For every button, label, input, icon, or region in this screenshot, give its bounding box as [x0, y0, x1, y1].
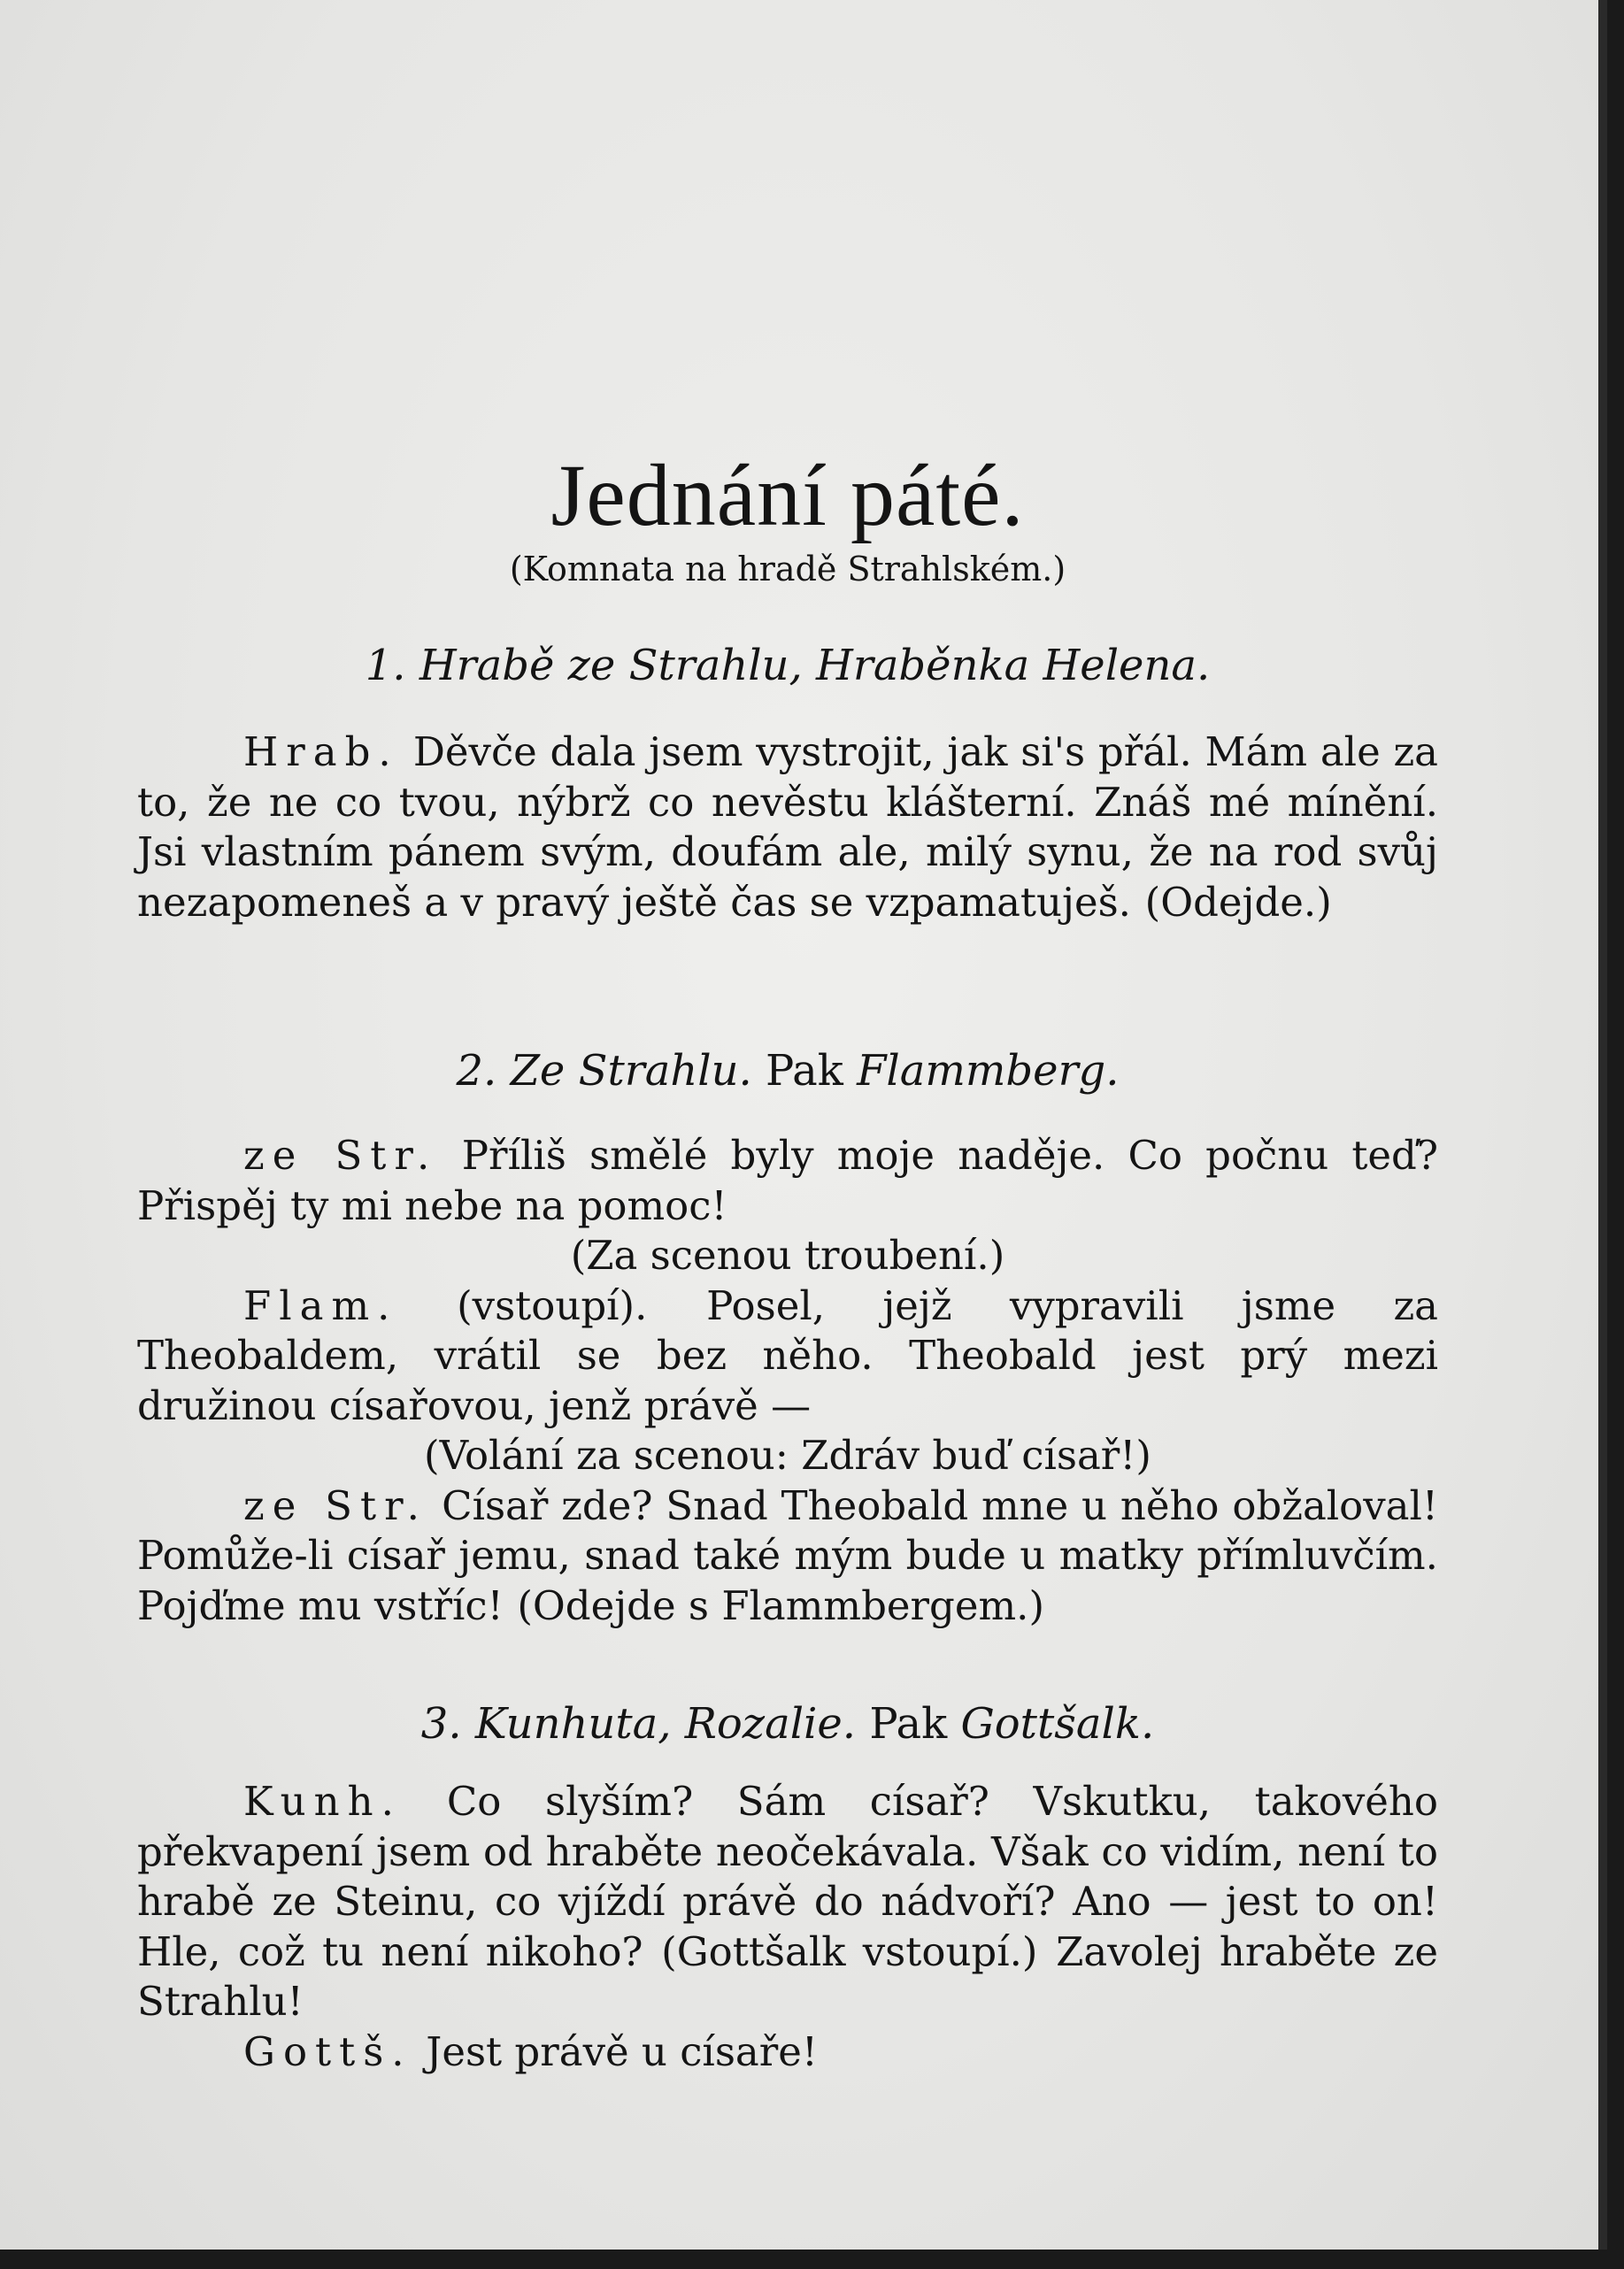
speech-text: Posel, jejž vypravili jsme za Theobaldem, vrátil se bez něho. Theobald jest prý mezi družinou císařovou, jenž právě —	[137, 1281, 1438, 1429]
speaker-name: Kunh.	[243, 1778, 402, 1825]
scene-pak: Pak	[766, 1046, 843, 1096]
scene-characters: Ze Strahlu.	[510, 1046, 752, 1096]
stage-direction: (Odejde s Flammbergem.)	[517, 1581, 1045, 1629]
speaker-name: Flam.	[243, 1281, 398, 1329]
scene-number: 1.	[365, 641, 406, 690]
speech-text: Příliš smělé byly moje naděje. Co počnu teď? Přispěj ty mi nebe na pomoc!	[137, 1132, 1438, 1229]
stage-direction: (Za scenou troubení.)	[570, 1232, 1005, 1279]
scene-characters: Hrabě ze Strahlu, Hraběnka Helena.	[419, 641, 1211, 690]
speech-block-2	[137, 1131, 1438, 1631]
scene-entering: Gottšalk.	[960, 1699, 1155, 1749]
stage-direction: (Odejde.)	[1144, 878, 1332, 926]
scene-number: 3.	[420, 1699, 462, 1749]
speech-hrab	[137, 727, 1438, 927]
stage-direction: (vstoupí).	[457, 1281, 648, 1329]
stage-direction: (Gottšalk vstoupí.)	[661, 1927, 1038, 1975]
act-title: Jednání páté.	[550, 446, 1025, 544]
speech-block-3	[137, 1777, 1438, 2077]
speaker-name: ze Str.	[243, 1132, 438, 1179]
speech-text: Zavolej hraběte ze Strahlu!	[137, 1927, 1438, 2025]
speaker-name: Hrab.	[243, 728, 399, 775]
speech-text: Co slyším? Sám císař? Vskutku, takového překvapení jsem od hraběte neočekávala. Však co vidím, není to hrabě ze Steinu, co vjíždí právě do nádvoří? Ano — jest to on! Hle, což tu není nikoho?	[137, 1778, 1439, 1975]
act-subtitle: (Komnata na hradě Strahlském.)	[509, 550, 1066, 588]
scene-entering: Flammberg.	[857, 1046, 1120, 1096]
speech-text: Císař zde? Snad Theobald mne u něho obžaloval! Pomůže-li císař jemu, snad také mým bude u matky přímluvčím. Pojďme mu vstříc!	[137, 1481, 1438, 1629]
scene-3-heading	[137, 1697, 1438, 1750]
speech-text: Děvče dala jsem vystrojit, jak si's přál. Mám ale za to, že ne co tvou, nýbrž co nevěstu klášterní. Znáš mé mínění. Jsi vlastním pánem svým, doufám ale, milý synu, že na rod svůj nezapomeneš a v pravý ještě čas se vzpamatuješ.	[137, 728, 1438, 926]
speaker-name: ze Str.	[243, 1481, 427, 1529]
scene-characters: Kunhuta, Rozalie.	[474, 1699, 857, 1749]
speech-text: Jest právě u císaře!	[426, 2027, 818, 2075]
scene-pak: Pak	[869, 1699, 948, 1749]
scene-2-heading	[137, 1044, 1438, 1097]
stage-direction: (Volání za scenou: Zdráv buď císař!)	[424, 1432, 1151, 1479]
speaker-name: Gottš.	[243, 2027, 412, 2075]
scene-1-heading	[137, 639, 1438, 692]
scene-number: 2.	[456, 1046, 497, 1096]
